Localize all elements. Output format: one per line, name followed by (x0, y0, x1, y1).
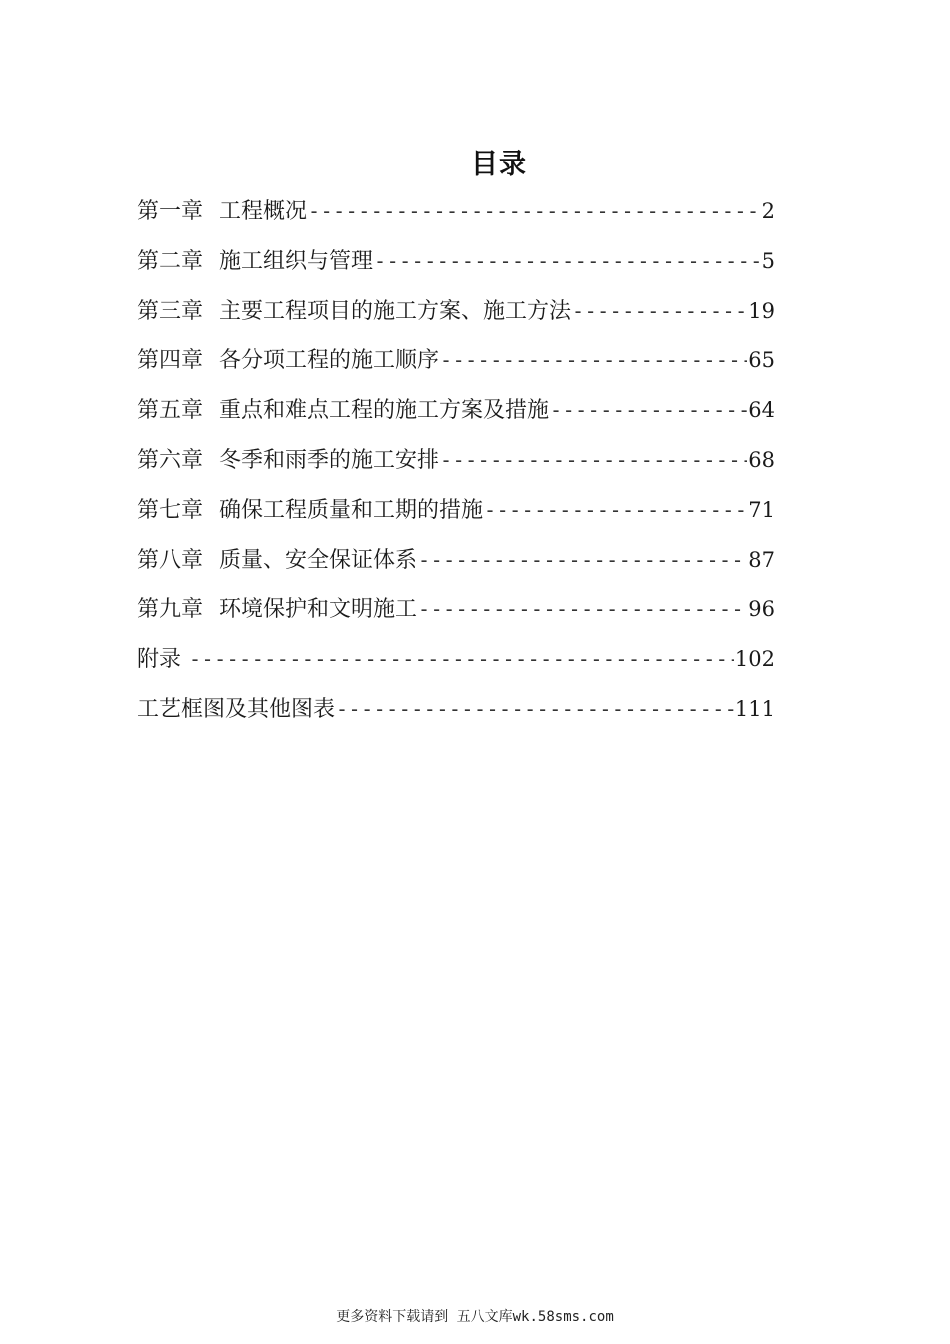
toc-dot-leader (440, 442, 747, 478)
toc-entry-label (137, 294, 571, 330)
toc-chapter-number: 第一章 (137, 199, 204, 224)
toc-entry-label (137, 543, 417, 579)
toc-page-number: 71 (748, 497, 775, 522)
page-title: 目录 (471, 149, 527, 180)
toc-chapter-title: 工艺框图及其他图表 (137, 696, 336, 722)
toc-chapter-number: 第六章 (137, 447, 204, 473)
toc-chapter-title: 质量、安全保证体系 (219, 547, 418, 573)
toc-dot-leader (418, 591, 747, 627)
toc-dot-leader (374, 243, 761, 279)
toc-chapter-number: 第五章 (137, 398, 204, 424)
toc-entry[interactable] (137, 392, 775, 442)
toc-page-number: 111 (734, 696, 775, 721)
toc-entry-label (137, 642, 188, 678)
toc-page-number: 68 (748, 447, 775, 472)
toc-dot-leader (550, 392, 747, 428)
toc-dot-leader (484, 492, 747, 528)
toc-entry-label (137, 692, 335, 728)
toc-entry[interactable] (137, 293, 775, 343)
toc-chapter-title: 各分项工程的施工顺序 (219, 348, 440, 374)
toc-chapter-number: 第七章 (137, 497, 204, 523)
toc-entry[interactable] (137, 641, 775, 691)
toc-dot-leader (336, 691, 734, 727)
toc-entry-label (137, 343, 439, 379)
toc-page-number: 19 (748, 298, 775, 323)
toc-page-number: 2 (761, 199, 775, 223)
toc-chapter-title: 重点和难点工程的施工方案及措施 (219, 398, 550, 424)
toc-page-number: 5 (761, 248, 775, 273)
toc-page-number: 64 (748, 398, 775, 423)
toc-entry[interactable] (137, 243, 775, 293)
toc-chapter-number: 第二章 (137, 248, 204, 274)
toc-chapter-title: 附录 (137, 647, 182, 673)
toc-entry[interactable] (137, 542, 775, 592)
toc-page-number: 87 (748, 547, 775, 572)
toc-entry-label (137, 493, 483, 529)
toc-page-number: 96 (748, 597, 775, 622)
toc-chapter-number: 第八章 (137, 547, 204, 573)
toc-entry-label (137, 393, 549, 429)
toc-chapter-title: 主要工程项目的施工方案、施工方法 (219, 298, 572, 324)
toc-entry-label (137, 443, 439, 479)
toc-chapter-title: 施工组织与管理 (219, 248, 374, 274)
toc-entry[interactable] (137, 591, 775, 641)
toc-entry-label (137, 194, 307, 230)
toc-dot-leader (308, 193, 761, 229)
toc-dot-leader (189, 641, 734, 677)
toc-dot-leader (440, 342, 747, 378)
toc-chapter-title: 工程概况 (219, 199, 308, 224)
toc-chapter-title: 环境保护和文明施工 (219, 597, 418, 623)
toc-entry[interactable] (137, 342, 775, 392)
toc-entry[interactable] (137, 691, 775, 741)
toc-chapter-title: 冬季和雨季的施工安排 (219, 447, 440, 473)
toc-entry-label (137, 244, 373, 280)
footer-download-notice[interactable]: 更多资料下载请到 五八文库wk.58sms.com (336, 1309, 614, 1325)
toc-entry-label (137, 592, 417, 628)
toc-entry[interactable] (137, 193, 775, 243)
toc-page-number: 65 (748, 348, 775, 373)
toc-chapter-number: 第三章 (137, 298, 204, 324)
toc-chapter-number: 第九章 (137, 597, 204, 623)
table-of-contents (137, 193, 775, 741)
toc-entry[interactable] (137, 442, 775, 492)
toc-page-number: 102 (734, 647, 775, 672)
toc-chapter-title: 确保工程质量和工期的措施 (219, 497, 484, 523)
toc-chapter-number: 第四章 (137, 348, 204, 374)
toc-dot-leader (572, 293, 747, 329)
toc-dot-leader (418, 542, 747, 578)
toc-entry[interactable] (137, 492, 775, 542)
